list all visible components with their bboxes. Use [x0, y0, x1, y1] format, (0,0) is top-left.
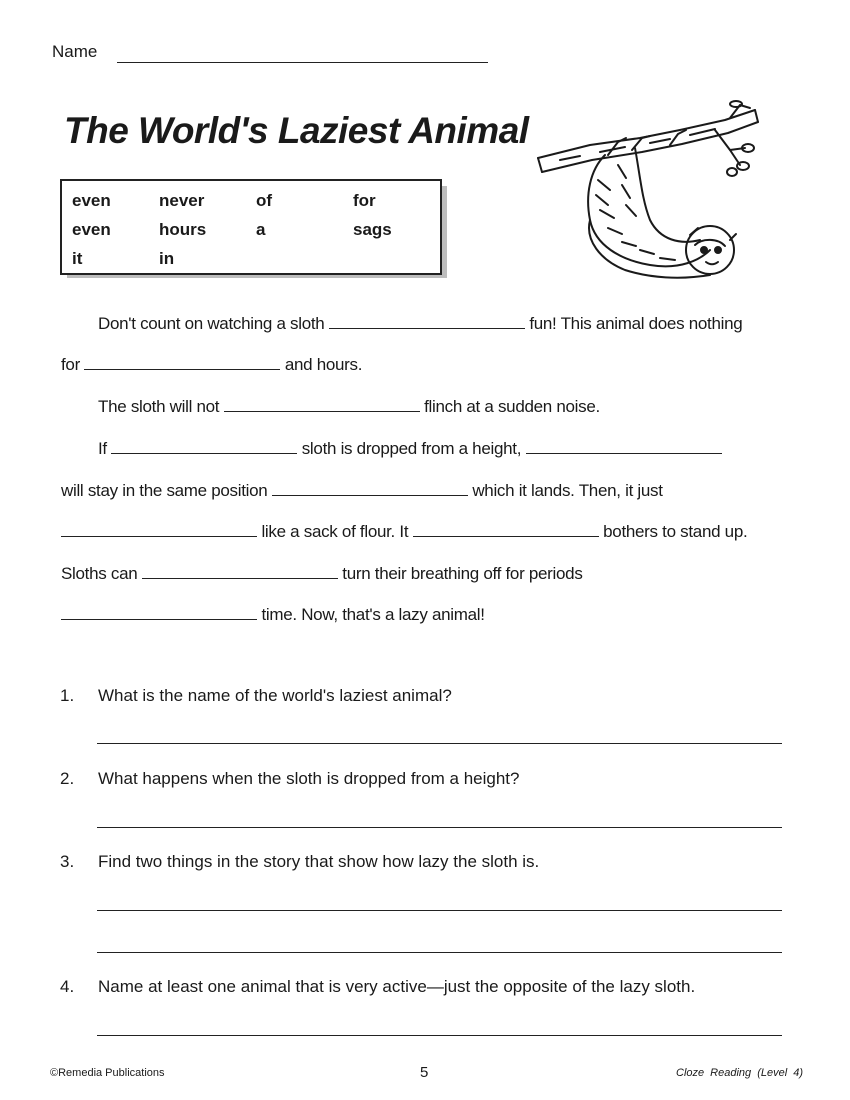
name-label: Name — [52, 42, 98, 61]
passage-line-6 — [61, 522, 747, 542]
answer-line[interactable] — [97, 1035, 782, 1036]
blank-5[interactable] — [526, 439, 722, 454]
passage-line-2 — [61, 355, 362, 375]
passage-text: time. Now, that's a lazy animal! — [261, 605, 485, 624]
question-text: Name at least one animal that is very active—just the opposite of the lazy sloth. — [98, 977, 696, 996]
page-number: 5 — [420, 1064, 429, 1081]
passage-text: Don't count on watching a sloth — [98, 314, 325, 333]
passage-text: If — [98, 439, 107, 458]
word-bank-item: for — [353, 191, 376, 210]
passage-text: flinch at a sudden noise. — [424, 397, 600, 416]
footer-series: Cloze Reading (Level 4) — [676, 1067, 804, 1079]
passage-text: The sloth will not — [98, 397, 220, 416]
question-number: 3. — [60, 852, 75, 871]
question-number: 4. — [60, 977, 75, 996]
answer-line[interactable] — [97, 827, 782, 828]
blank-10[interactable] — [61, 605, 257, 620]
sloth-illustration-icon — [530, 100, 770, 290]
passage-text: fun! This animal does nothing — [529, 314, 743, 333]
blank-6[interactable] — [272, 481, 468, 496]
page-title: The World's Laziest Animal — [64, 110, 529, 151]
passage-line-5 — [61, 481, 663, 501]
blank-2[interactable] — [84, 355, 280, 370]
blank-7[interactable] — [61, 522, 257, 537]
passage-text: bothers to stand up. — [603, 522, 748, 541]
word-bank-item: never — [159, 191, 205, 210]
answer-line[interactable] — [97, 743, 782, 744]
question-number: 1. — [60, 686, 75, 705]
question-number: 2. — [60, 769, 75, 788]
passage-line-3 — [98, 397, 600, 417]
question-text: What is the name of the world's laziest animal? — [98, 686, 452, 705]
answer-line[interactable] — [97, 952, 782, 953]
passage-text: which it lands. Then, it just — [472, 481, 663, 500]
passage-line-4 — [98, 439, 722, 459]
question-text: What happens when the sloth is dropped from a height? — [98, 769, 520, 788]
word-bank-item: even — [72, 220, 111, 239]
word-bank-item: of — [256, 191, 273, 210]
passage-line-8 — [61, 605, 485, 625]
passage-text: like a sack of flour. It — [261, 522, 409, 541]
word-bank-item: a — [256, 220, 266, 239]
passage-text: turn their breathing off for periods — [342, 564, 583, 583]
passage-text: for — [61, 355, 80, 374]
blank-3[interactable] — [224, 397, 420, 412]
answer-line[interactable] — [97, 910, 782, 911]
word-bank-item: hours — [159, 220, 207, 239]
blank-1[interactable] — [329, 314, 525, 329]
passage-text: and hours. — [284, 355, 363, 374]
word-bank-item: even — [72, 191, 111, 210]
passage-line-1 — [98, 314, 742, 334]
word-bank-item: in — [159, 249, 175, 268]
word-bank-item: it — [72, 249, 83, 268]
word-box — [60, 179, 442, 275]
passage-text: Sloths can — [61, 564, 138, 583]
question-text: Find two things in the story that show how lazy the sloth is. — [98, 852, 540, 871]
blank-9[interactable] — [142, 564, 338, 579]
passage-text: will stay in the same position — [61, 481, 268, 500]
blank-4[interactable] — [111, 439, 297, 454]
footer-publisher: ©Remedia Publications — [50, 1067, 165, 1079]
passage-line-7 — [61, 564, 583, 584]
word-bank-item: sags — [353, 220, 392, 239]
name-field-line[interactable] — [117, 62, 488, 63]
blank-8[interactable] — [413, 522, 599, 537]
passage-text: sloth is dropped from a height, — [301, 439, 522, 458]
